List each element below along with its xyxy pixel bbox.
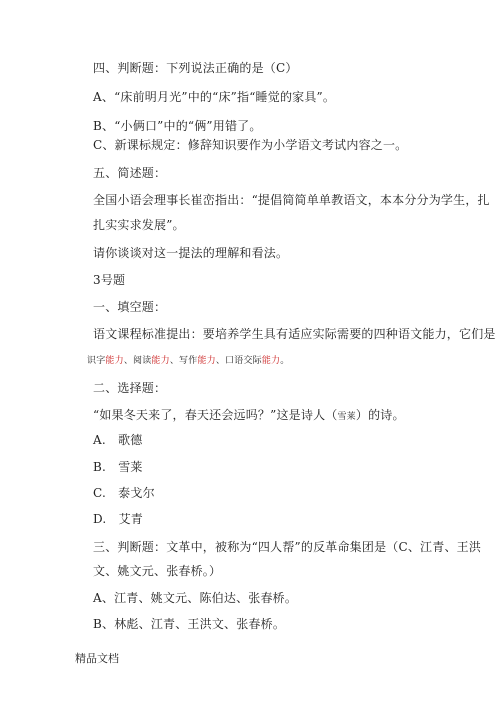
- choice-option-a: A. 歌德: [93, 433, 143, 447]
- answer-highlight: 能力: [151, 356, 170, 366]
- short-answer-text-2: 扎实实求发展”。: [93, 218, 185, 232]
- option-c: C、新课标规定：修辞知识要作为小学语文考试内容之一。: [93, 138, 408, 152]
- answer-word: 。: [280, 356, 290, 366]
- answer-word: 、阅读: [123, 356, 152, 366]
- choice-option-c: C. 泰戈尔: [93, 486, 155, 500]
- choice-answer: 雪莱: [337, 412, 356, 422]
- answer-word: 、口语交际: [215, 356, 262, 366]
- answer-highlight: 能力: [105, 356, 124, 366]
- judge-option-b: B、林彪、江青、王洪文、张春桥。: [93, 617, 286, 631]
- answer-highlight: 能力: [261, 356, 281, 366]
- answer-word: 识字: [87, 356, 106, 366]
- fill-blank-text: 语文课程标准提出：要培养学生具有适应实际需要的四种语文能力，它们是: [93, 327, 496, 341]
- choice-question: [93, 407, 405, 425]
- short-answer-heading: 五、简述题：: [93, 166, 167, 180]
- choice-option-d: D. 艾青: [93, 512, 144, 526]
- footer-label: 精品文档: [75, 652, 119, 665]
- answer-highlight: 能力: [197, 356, 216, 366]
- answer-word: 、写作: [169, 356, 198, 366]
- judge-question-4: 四、判断题：下列说法正确的是（C）: [93, 61, 298, 75]
- fill-blank-answer-line: [87, 353, 289, 369]
- judge-question-3: 三、判断题：文革中，被称为“四人帮”的反革命集团是（C、江青、王洪: [93, 540, 482, 554]
- choice-heading: 二、选择题：: [93, 381, 167, 395]
- judge-option-a: A、江青、姚文元、陈伯达、张春桥。: [93, 591, 298, 605]
- judge-question-3-cont: 文、姚文元、张春桥。）: [93, 564, 222, 578]
- choice-option-b: B. 雪莱: [93, 460, 143, 474]
- short-answer-prompt: 请你谈谈对这一提法的理解和看法。: [93, 246, 289, 260]
- choice-question-tail: ）的诗。: [355, 408, 405, 422]
- option-b: B、“小俩口”中的“俩”用错了。: [93, 119, 262, 133]
- choice-question-text: “如果冬天来了，春天还会远吗？”这是诗人（: [93, 408, 338, 422]
- question-set-title: 3号题: [93, 273, 126, 287]
- option-a: A、“床前明月光”中的“床”指“睡觉的家具”。: [93, 90, 336, 104]
- fill-blank-heading: 一、填空题：: [93, 300, 167, 314]
- short-answer-text-1: 全国小语会理事长崔峦指出：“提倡简简单单教语文，本本分分为学生，扎: [93, 193, 490, 207]
